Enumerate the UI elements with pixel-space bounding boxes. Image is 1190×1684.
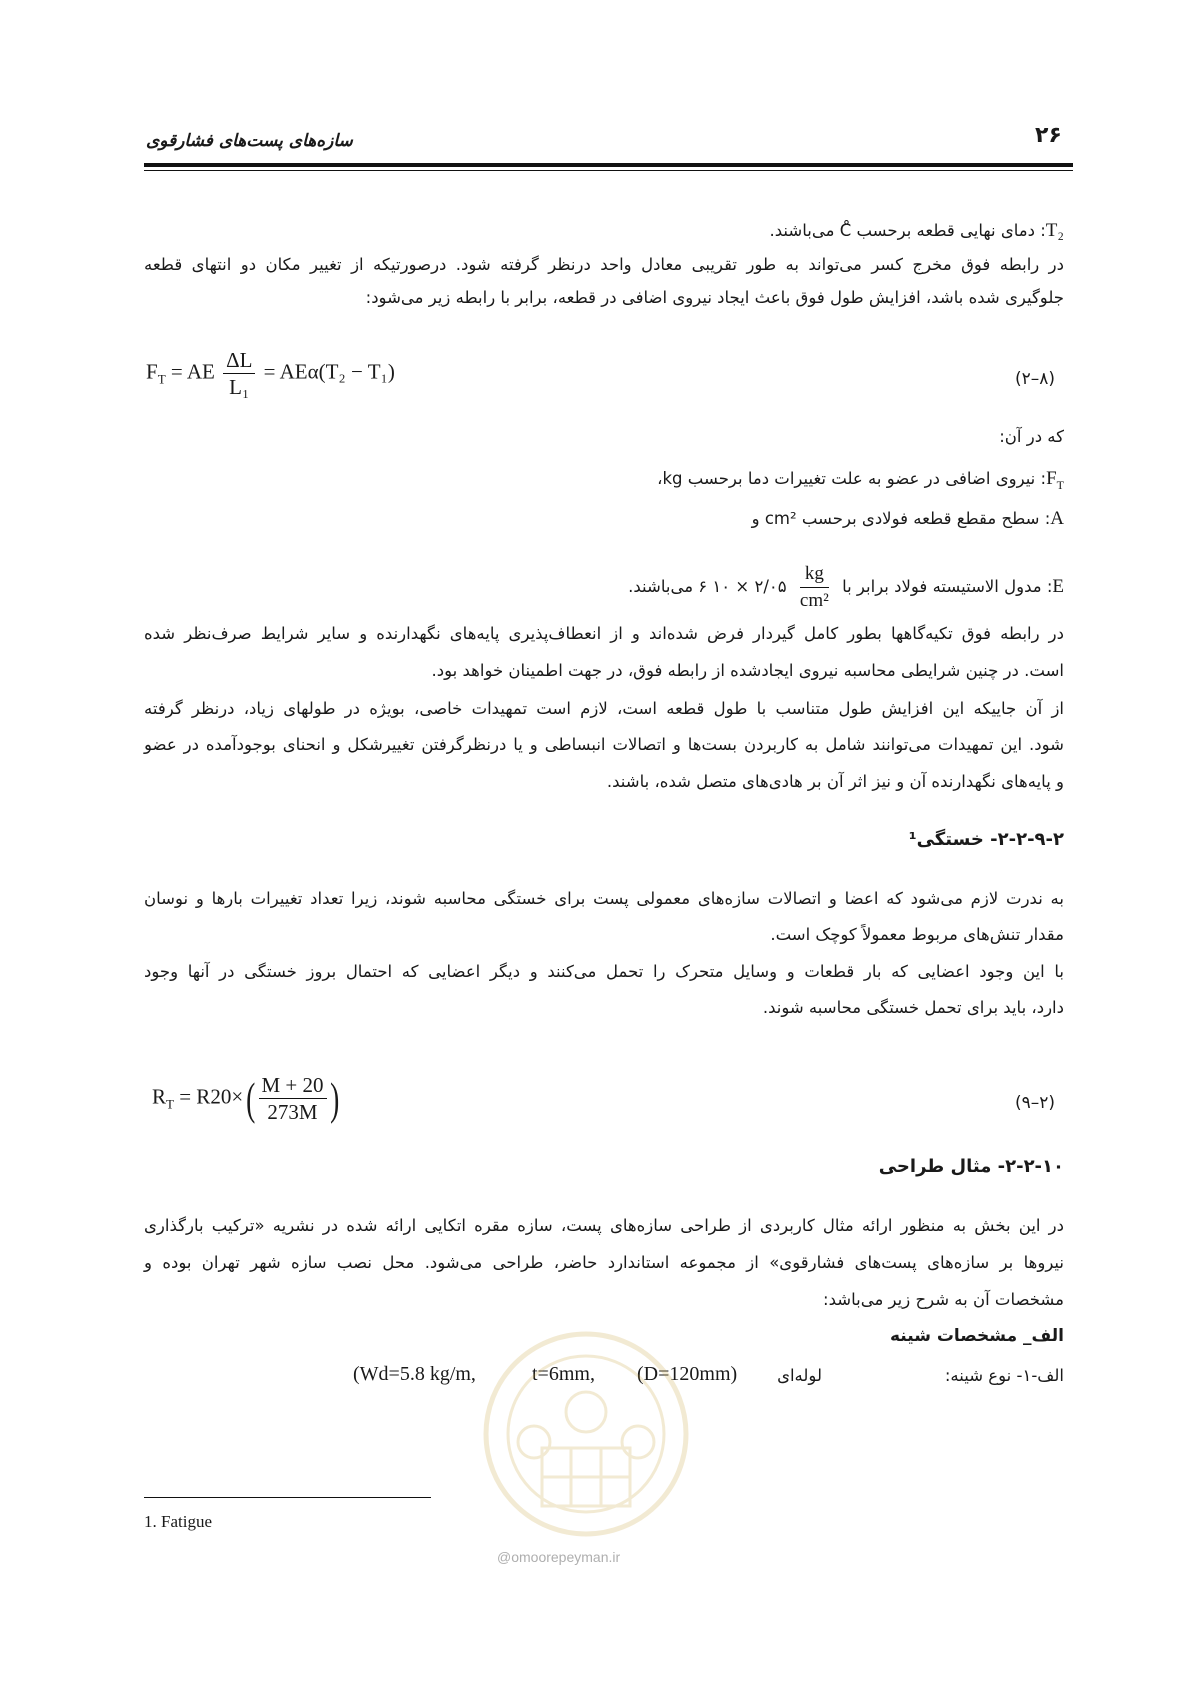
def-e-fraction xyxy=(800,561,829,614)
paragraph-4-line-2: شود. این تمهیدات می‌توانند شامل به کاربردن بست‌ها و اتصالات انبساطی و یا درنظرگرفتن تغییرشکل و انحنای بوجودآمده در عضو xyxy=(144,735,1064,754)
eq1-numerator: ΔL xyxy=(223,347,255,374)
section-heading-fatigue: ۲-۲-۹-۲- خستگی¹ xyxy=(908,829,1064,850)
a-symbol: A xyxy=(1050,508,1064,529)
spec-type: لوله‌ای xyxy=(777,1366,822,1385)
ft-symbol-main: F xyxy=(1046,468,1057,489)
def-ft-text: : نیروی اضافی در عضو به علت تغییرات دما برحسب kg، xyxy=(657,469,1047,488)
eq1-rhs: = AEα(T₂ − T₁) xyxy=(263,359,395,384)
spec-thickness: t=6mm, xyxy=(532,1363,595,1385)
def-e-text-pre: : مدول الاستیسته فولاد برابر با xyxy=(842,577,1053,596)
paragraph-3-line-1: در رابطه فوق تکیه‌گاهها بطور کامل گیردار فرض شده‌اند و از انعطاف‌پذیری پایه‌های نگهدارنده و سایر شرایط صرف‌نظر شده xyxy=(144,624,1064,643)
running-title: سازه‌های پست‌های فشارقوی xyxy=(146,131,353,151)
equation-number-9-2: (۲–۹) xyxy=(1015,1093,1056,1113)
spec-diameter: (D=120mm) xyxy=(637,1363,738,1385)
def-e xyxy=(628,561,1064,614)
equation-8-2 xyxy=(146,347,395,400)
eq1-denominator: L₁ xyxy=(229,375,250,399)
eq2-right-paren: ) xyxy=(329,1072,339,1124)
ft-symbol xyxy=(1046,468,1064,492)
paragraph-2-line-2: جلوگیری شده باشد، افزایش طول فوق باعث ایجاد نیروی اضافی در قطعه، برابر با رابطه زیر می‌شود: xyxy=(365,288,1064,307)
paragraph-7-line-3: مشخصات آن به شرح زیر می‌باشد: xyxy=(823,1290,1064,1309)
paragraph-3-line-2: است. در چنین شرایطی محاسبه نیروی ایجادشده از رابطه فوق، در جهت اطمینان خواهد بود. xyxy=(431,661,1064,680)
footnote-rule xyxy=(144,1497,431,1498)
eq2-mid: = R20× xyxy=(173,1084,244,1109)
where-label: که در آن: xyxy=(999,427,1064,446)
def-ft xyxy=(657,467,1064,497)
spec-label: الف-۱- نوع شینه: xyxy=(944,1366,1064,1385)
def-e-text-post: ۲/۰۵ × ۱۰ ۶ می‌باشند. xyxy=(628,577,787,596)
paragraph-7-line-1: در این بخش به منظور ارائه مثال کاربردی از طراحی سازه‌های پست، سازه مقره اتکایی ارائه شده در نشریه «ترکیب بارگذاری xyxy=(144,1216,1064,1235)
e-symbol: E xyxy=(1052,576,1064,597)
page-number: ۲۶ xyxy=(1035,123,1062,148)
eq1-lhs-sub: T xyxy=(157,371,166,387)
footnote: 1. Fatigue xyxy=(144,1512,212,1531)
eq2-denominator: 273M xyxy=(267,1100,318,1124)
paragraph-5-line-2: مقدار تنش‌های مربوط معمولاً کوچک است. xyxy=(770,925,1064,944)
paragraph-5-line-1: به ندرت لازم می‌شود که اعضا و اتصالات سازه‌های معمولی پست برای خستگی محاسبه شوند، زیرا تعداد تغییرات بارها و نوسان xyxy=(144,889,1064,908)
ft-symbol-sub: T xyxy=(1056,477,1064,492)
def-t2-text: : دمای نهایی قطعه برحسب C̊ می‌باشند. xyxy=(769,221,1046,240)
eq2-lhs-sub: T xyxy=(166,1096,174,1112)
eq2-numerator: M + 20 xyxy=(259,1072,327,1099)
def-t2 xyxy=(770,219,1064,243)
paragraph-4-line-3: و پایه‌های نگهدارنده آن و نیز اثر آن بر هادی‌های متصل شده، باشند. xyxy=(606,772,1064,791)
eq1-fraction xyxy=(223,347,255,400)
eq1-mid: = AE xyxy=(165,359,215,384)
eq1-lhs: F xyxy=(146,359,158,384)
equation-number-8-2: (۸–۲) xyxy=(1015,369,1056,389)
subheading-busbar-specs: الف_ مشخصات شینه xyxy=(890,1326,1064,1346)
equation-9-2 xyxy=(152,1072,342,1125)
paragraph-2-line-1: در رابطه فوق مخرج کسر می‌تواند به طور تقریبی معادل واحد درنظر گرفته شود. درصورتیکه از تغییر مکان دو انتهای قطعه xyxy=(144,255,1064,274)
header-rule-thick xyxy=(144,163,1073,167)
def-a xyxy=(752,507,1064,531)
eq2-left-paren: ( xyxy=(246,1072,256,1124)
spec-weight: (Wd=5.8 kg/m, xyxy=(353,1363,476,1385)
header-rule-thin xyxy=(144,170,1073,171)
paragraph-7-line-2: نیروها بر سازه‌های پست‌های فشارقوی» از مجموعه استاندارد حاضر، طراحی می‌شود. محل نصب سازه شهر تهران بوده و xyxy=(144,1253,1064,1272)
eq2-fraction xyxy=(259,1072,327,1125)
section-heading-design-example: ۲-۲-۱۰- مثال طراحی xyxy=(878,1156,1064,1177)
paragraph-6-line-1: با این وجود اعضایی که بار قطعات و وسایل متحرک را تحمل می‌کنند و دیگر اعضایی که احتمال بروز خستگی در آنها وجود xyxy=(144,962,1064,981)
t2-symbol: T₂ xyxy=(1045,220,1064,241)
watermark-text: @omoorepeyman.ir xyxy=(497,1549,621,1565)
def-e-denominator: cm² xyxy=(799,590,829,611)
watermark-seal xyxy=(482,1330,690,1538)
paragraph-6-line-2: دارد، باید برای تحمل خستگی محاسبه شوند. xyxy=(762,998,1064,1017)
paragraph-4-line-1: از آن جاییکه این افزایش طول متناسب با طول قطعه است، لازم است تمهیدات خاصی، بویژه در طولهای زیاد، درنظر گرفته xyxy=(144,699,1064,718)
def-a-text: : سطح مقطع قطعه فولادی برحسب cm² و xyxy=(751,509,1051,528)
eq2-lhs: R xyxy=(152,1084,167,1109)
def-e-numerator: kg xyxy=(800,561,829,588)
